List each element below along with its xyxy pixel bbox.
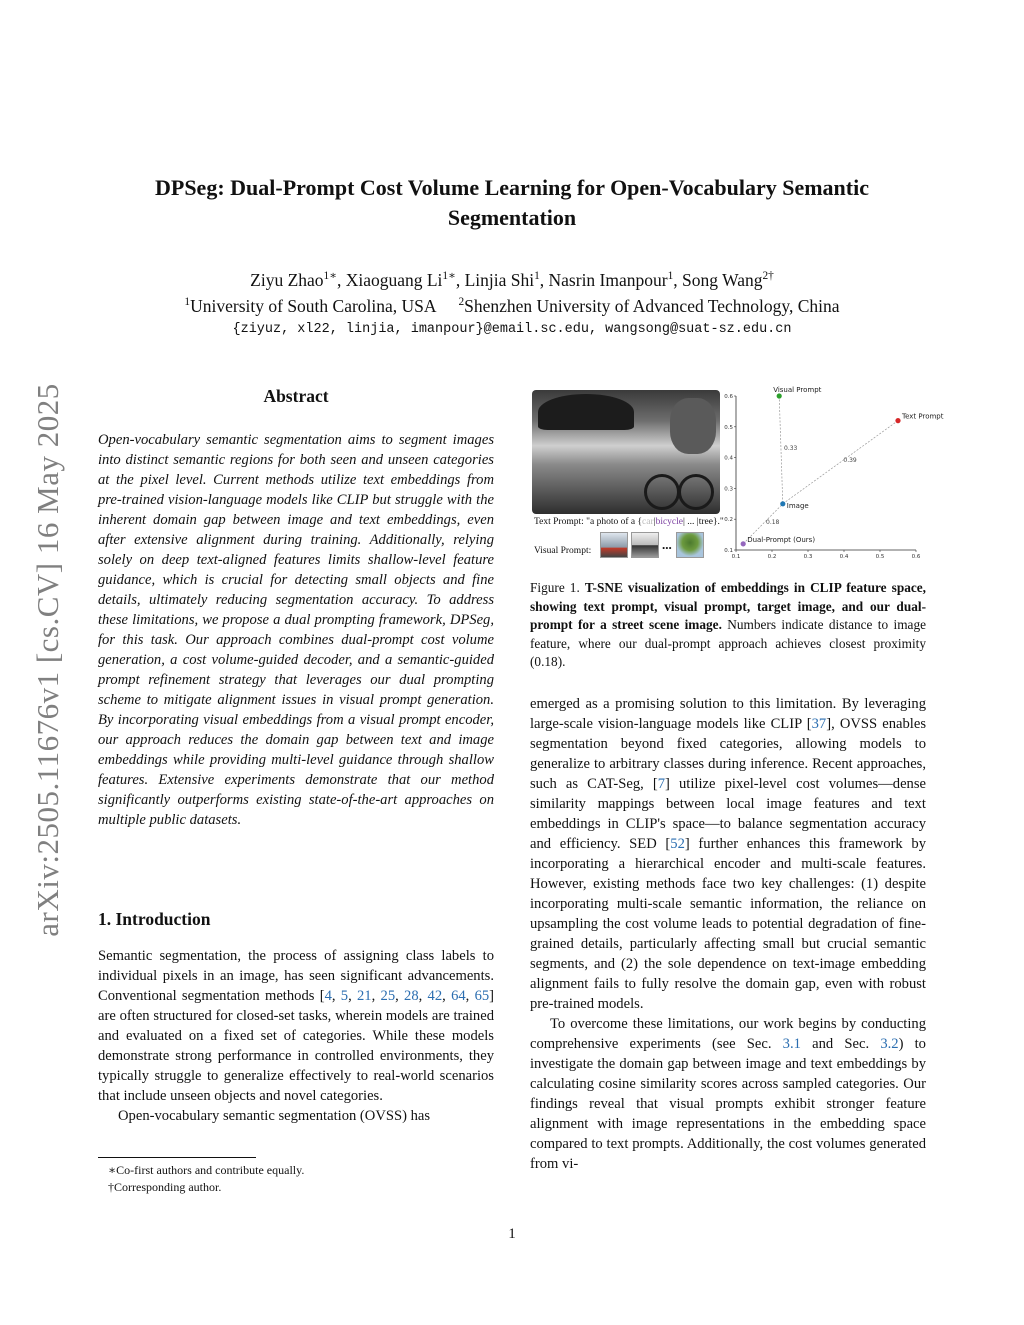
footnote-cofirst: ∗Co-first authors and contribute equally. [108, 1163, 305, 1177]
abstract-text: Open-vocabulary semantic segmentation aims to segment images into distinct semantic regions for both seen and unseen categories at the pixel level. Current methods utilize text embeddings from pre-trained vision-language models like CLIP but struggle with the inherent domain gap between image and text embeddings, even after extensive alignment during training. Additionally, relying solely on deep text-aligned features limits shallow-level feature guidance, which is crucial for detecting small objects and fine details, ultimately reducing segmentation accuracy. To address these limitations, we propose a dual prompting framework, DPSeg, for this task. Our approach combines dual-prompt cost volume generation, a cost volume-guided decoder, and a semantic-guided prompt refinement strategy that leverages our dual prompting scheme to mitigate alignment issues in visual prompt generation. By incorporating visual embeddings from a visual prompt encoder, our approach reduces the domain gap between text and image embeddings while providing multi-level guidance through shallow features. Extensive experiments demonstrate that our method significantly outperforms existing state-of-the-art approaches on multiple public datasets. [98, 432, 494, 828]
title-line-2: Segmentation [447, 205, 577, 230]
tree-shape [670, 398, 716, 454]
x-tick-label: 0.4 [839, 554, 849, 560]
page-number: 1 [508, 1226, 516, 1242]
figure-caption: Figure 1. T-SNE visualization of embeddings in CLIP feature space, showing text prompt, visual prompt, target image, and our dual-prompt for a street scene image. Numbers indicate distance to image feature, where our dual-prompt approach achieves closest proximity (0.18). [530, 580, 926, 669]
text-prompt-line: Text Prompt: "a photo of a {car|bicycle| ... |tree}." [534, 517, 724, 527]
right-paragraph-2: To overcome these limitations, our work begins by conducting comprehensive experiments (see Sec. 3.1 and Sec. 3.2) to investigate the domain gap between image and text embeddings by calculating cosine similarity scores across sampled categories. Our findings reveal that visual prompts exhibit stronger feature alignment with image representations in the embedding space compared to text prompts. Additionally, the cost volumes generated from vi- [530, 1016, 926, 1172]
citation-link[interactable]: 64 [451, 988, 466, 1004]
right-column-text [530, 694, 926, 1174]
distance-line [783, 421, 898, 504]
footnote-rule [98, 1157, 256, 1158]
point-label: Text Prompt [902, 412, 944, 421]
distance-label: 0.33 [784, 444, 798, 452]
visual-prompt-bicycle-thumb [631, 532, 659, 558]
citation-link[interactable]: 42 [427, 988, 443, 1004]
y-tick-label: 0.4 [724, 455, 733, 462]
citation-link[interactable]: 25 [380, 988, 396, 1004]
affiliations: $^1$University of South Carolina, USA $^2$Shenzhen University of Advanced Technology, China [184, 296, 840, 316]
y-tick-label: 0.5 [724, 424, 733, 431]
introduction-text [98, 946, 494, 1126]
street-scene-photo [532, 390, 720, 514]
scatter-point [895, 418, 900, 423]
arxiv-identifier: arXiv:2505.11676v1 [cs.CV] 16 May 2025 [30, 383, 65, 937]
author-list: Ziyu Zhao$^{1∗}$, Xiaoguang $Li^{1∗}$, Linjia Shi$^1$, Nasrin Imanpour$^1$, Song Wang$^{2\dagger}$ [250, 270, 774, 290]
visual-prompt-label: Visual Prompt: [534, 546, 592, 556]
right-paragraph-1: emerged as a promising solution to this limitation. By leveraging large-scale vision-language models like CLIP [37], OVSS enables segmentation beyond fixed categories, allowing models to generalize to arbitrary classes during inference. Recent approaches, such as CAT-Seg, [7] utilize pixel-level cost volumes—dense similarity mappings between local image features and text embeddings in CLIP's space—to balance segmentation accuracy and efficiency. SED [52] further enhances this framework by incorporating a hierarchical encoder and multi-scale features. However, existing methods face two key challenges: (1) despite incorporating multi-scale semantic information, the reliance on upsampling the cost volume leads to potential degradation of fine-grained details, particularly affecting small but crucial semantic segments, and (2) the sole dependence on text-image embedding alignment fails to fully resolve the domain gap, even with robust pre-trained models. [530, 696, 926, 1012]
point-label: Dual-Prompt (Ours) [747, 535, 816, 544]
y-tick-label: 0.6 [724, 394, 733, 400]
scatter-point [741, 541, 746, 546]
y-tick-label: 0.2 [724, 517, 733, 524]
point-label: Image [786, 501, 809, 510]
bicycle-wheel-shape [644, 474, 680, 510]
visual-prompt-car-thumb [600, 532, 628, 558]
citation-link[interactable]: 21 [357, 988, 372, 1004]
distance-line [779, 396, 783, 504]
citation-link[interactable]: 4 [324, 988, 332, 1004]
distance-label: 0.18 [766, 518, 780, 526]
citation-link[interactable]: 7 [657, 776, 666, 792]
distance-label: 0.39 [843, 457, 857, 465]
x-tick-label: 0.5 [875, 554, 885, 560]
x-tick-label: 0.3 [803, 554, 813, 560]
paper-title [60, 173, 964, 233]
visual-prompt-tree-thumb [676, 532, 704, 558]
tsne-scatter-chart [722, 386, 944, 560]
point-label: Visual Prompt [773, 386, 822, 394]
citation-link[interactable]: 65 [474, 988, 490, 1004]
title-line-1: DPSeg: Dual-Prompt Cost Volume Learning for Open-Vocabulary Semantic [155, 175, 869, 200]
intro-paragraph-1: Semantic segmentation, the process of assigning class labels to individual pixels in an image, has seen significant advancements. Conventional segmentation methods [4, 5, 21, 25, 28, 42, 64, 65] are often structured for closed-set tasks, wherein models are trained and evaluated on a fixed set of categories. While these models demonstrate strong performance in controlled environments, they typically struggle to generalize effectively to real-world scenarios that include unseen objects and novel categories. [98, 948, 495, 1104]
bicycle-wheel-shape [678, 474, 714, 510]
x-tick-label: 0.2 [767, 554, 777, 560]
citation-link[interactable]: 52 [670, 836, 685, 852]
section-link[interactable]: 3.2 [880, 1036, 899, 1052]
scatter-point [777, 393, 782, 398]
section-heading-introduction: 1. Introduction [98, 909, 211, 929]
y-tick-label: 0.3 [724, 486, 733, 493]
visual-prompt-ellipsis: ... [662, 537, 672, 552]
citation-link[interactable]: 28 [404, 988, 419, 1004]
scatter-point [780, 501, 785, 506]
x-tick-label: 0.6 [911, 554, 921, 560]
intro-paragraph-2: Open-vocabulary semantic segmentation (OVSS) has [118, 1108, 431, 1124]
author-emails: {ziyuz, xl22, linjia, imanpour}@email.sc.edu, wangsong@suat-sz.edu.cn [232, 322, 792, 337]
abstract-heading: Abstract [263, 386, 329, 406]
citation-link[interactable]: 37 [811, 716, 827, 732]
footnote-corresponding: †Corresponding author. [108, 1180, 222, 1194]
section-link[interactable]: 3.1 [782, 1036, 801, 1052]
footnotes [98, 1162, 494, 1196]
y-tick-label: 0.1 [724, 548, 733, 554]
umbrella-shape [538, 394, 634, 430]
x-tick-label: 0.1 [731, 554, 741, 560]
citation-link[interactable]: 5 [340, 988, 349, 1004]
